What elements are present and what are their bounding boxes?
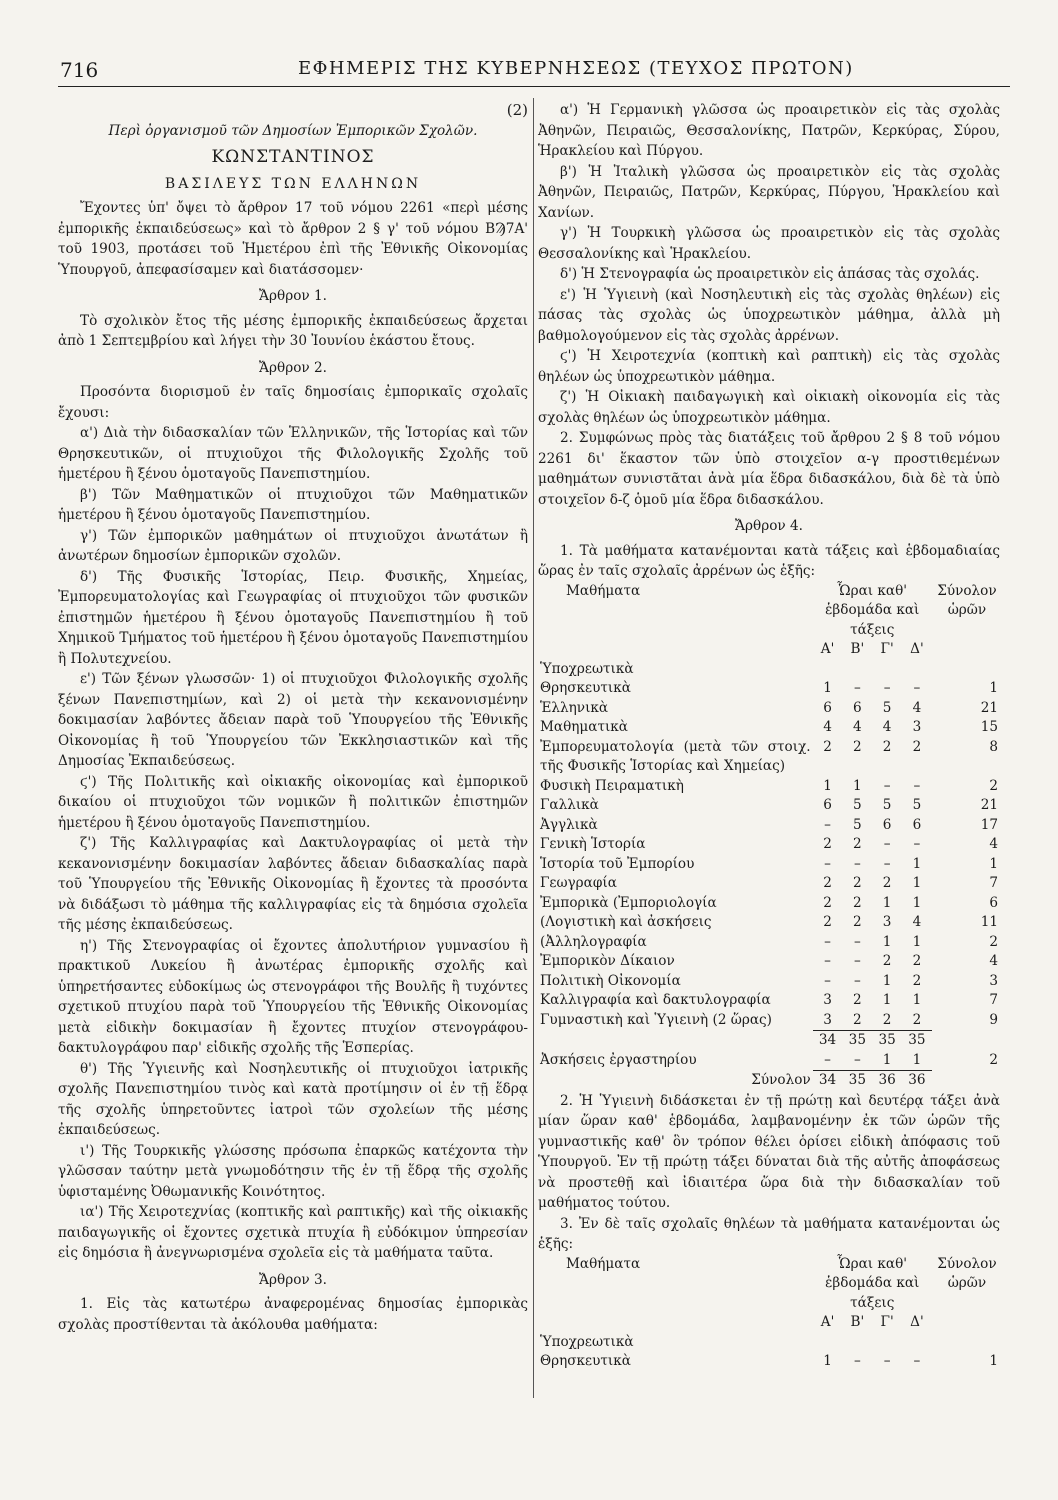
cell-class-a: 1 [823,680,832,696]
header-subjects: Μαθήματα [566,582,641,599]
row-label: Ἐμπορικὰ (Ἐμποριολογία [540,894,717,911]
cell-class-b: – [853,855,861,872]
cell-total [932,1333,1000,1353]
article-2-item: θ') Τῆς Ὑγιεινῆς καὶ Νοσηλευτικῆς οἱ πτυχιοῦχοι ἰατρικῆς σχολῆς Πανεπιστημίου τινὸς καὶ κατὰ προτίμησιν οἱ ἐν τῇ ἕδρᾳ τῆς σχολῆς ὑπηρετοῦντες ἰατροὶ τῶν σχολείων τῆς μέσης ἐκπαιδεύσεως. [58,1060,528,1138]
row-label: Ὑποχρεωτικὰ [540,1333,634,1350]
article-2-item: ι') Τῆς Τουρκικῆς γλώσσης πρόσωπα ἐπαρκῶς κατέχοντα τὴν γλῶσσαν ταύτην μετὰ γνωμοδότησιν τῆς ἐν τῇ ἕδρᾳ τῆς σχολῆς ὑφισταμένης Ὀθωμανικῆς Κοινότητος. [58,1142,528,1200]
total-value: 36 [902,1071,932,1091]
table-body [538,1333,1000,1372]
cell-class-d [902,660,932,680]
king-title: ΒΑΣΙΛΕΥΣ ΤΩΝ ΕΛΛΗΝΩΝ [164,175,422,192]
cell-class-a: – [824,855,831,872]
table-row [538,991,1000,1011]
article-2-item: α') Διὰ τὴν διδασκαλίαν τῶν Ἑλληνικῶν, τῆς Ἱστορίας καὶ τῶν Θρησκευτικῶν, οἱ πτυχιοῦχοι τῆς Φιλολογικῆς Σχολῆς τοῦ ἡμετέρου ἢ ξένου ὁμοταγοῦς Πανεπιστημίου. [58,425,528,482]
article-3-item: ϛ') Ἡ Χειροτεχνία (κοπτικὴ καὶ ραπτικὴ) εἰς τὰς σχολὰς θηλέων ὡς ὑποχρεωτικὸν μάθημα. [538,348,1000,385]
cell-class-d: 1 [912,992,922,1008]
cell-class-c: 6 [882,816,892,833]
row-label: Γενικὴ Ἱστορία [540,836,646,852]
column-divider [533,98,534,1398]
cell-total: 8 [989,738,998,755]
cell-class-b: 6 [853,699,862,716]
cell-class-a [813,1333,843,1353]
cell-class-a: 2 [823,875,832,891]
article-2-item: ζ') Τῆς Καλλιγραφίας καὶ Δακτυλογραφίας οἱ μετὰ τὴν κεκανονισμένην δοκιμασίαν λαβόντες ἄδειαν διδασκαλίας παρὰ τοῦ Ὑπουργείου τῆς Ἐθνικῆς Οἰκονομίας ἢ ἔχοντες τὰ προσόντα νὰ διδάξωσι τὸ μάθημα τῆς καλλιγραφίας εἰς τὰ δημόσια σχολεῖα τῆς μέσης ἐκπαιδεύσεως. [58,835,528,933]
cell-total: 2 [989,933,998,950]
article-2-item: ε') Τῶν ξένων γλωσσῶν· 1) οἱ πτυχιοῦχοι Φιλολογικῆς σχολῆς ξένων Πανεπιστημίων, καὶ 2) οἱ μετὰ τὴν κεκανονισμένην δοκιμασίαν λαβόντες ἄδειαν παρὰ τοῦ Ὑπουργείου τῆς Ἐθνικῆς Οἰκονομίας ἢ τοῦ Ὑπουργείου τῶν Ἐκκλησιαστικῶν καὶ τῆς Δημοσίας Ἐκπαιδεύσεως. [58,671,528,769]
row-label: Πολιτικὴ Οἰκονομία [540,972,681,989]
article-2-item: β') Τῶν Μαθηματικῶν οἱ πτυχιοῦχοι τῶν Μαθηματικῶν ἡμετέρου ἢ ξένου ὁμοταγοῦς Πανεπιστημίου. [58,486,528,523]
total-row [538,1071,1000,1091]
total-value: 35 [842,1071,872,1091]
cell-class-b: 2 [853,914,862,930]
cell-total: 7 [989,875,998,891]
cell-class-b: – [853,933,861,950]
table-row [538,1352,1000,1372]
subtotal-row [538,1031,1000,1051]
cell: 1 [912,1051,922,1068]
header-total: Σύνολον ὡρῶν [937,582,997,618]
header-total: Σύνολον ὡρῶν [937,1255,997,1291]
table-row [538,1011,1000,1031]
cell-class-b: 4 [853,719,862,735]
table-classes-row [538,1313,1000,1333]
cell-class-d: – [913,777,921,794]
row-label: Καλλιγραφία καὶ δακτυλογραφία [540,992,771,1008]
article-2-item: δ') Τῆς Φυσικῆς Ἱστορίας, Πειρ. Φυσικῆς, Χημείας, Ἐμπορευματολογίας καὶ Γεωγραφίας οἱ πτυχιοῦχοι τῶν φυσικῶν ἐπιστημῶν ἡμετέρου ἢ ξένου ὁμοταγοῦς Πανεπιστημίου ἢ τοῦ Χημικοῦ Τμήματος τοῦ ἡμετέρου ἢ ξένου ὁμοταγοῦς Πανεπιστημίου ἢ Πολυτεχνείου. [58,568,528,667]
total-value: 34 [813,1071,843,1091]
table-row [538,1333,1000,1353]
preamble: Ἔχοντες ὑπ' ὄψει τὸ ἄρθρον 17 τοῦ νόμου 2261 «περὶ μέσης ἐμπορικῆς ἐκπαιδεύσεως» καὶ τὸ ἄρθρον 2 § γ' τοῦ νόμου ΒϠ7Α' τοῦ 1903, προτάσει τοῦ Ἡμετέρου ἐπὶ τῆς Ἐθνικῆς Οἰκονομίας Ὑπουργοῦ, ἀπεφασίσαμεν καὶ διατάσσομεν· [58,200,528,278]
table-row [538,679,1000,699]
article-2-item: ϛ') Τῆς Πολιτικῆς καὶ οἰκιακῆς οἰκονομίας καὶ ἐμπορικοῦ δικαίου οἱ πτυχιοῦχοι τῶν νομικῶν ἢ πολιτικῶν ἐπιστημῶν ἡμετέρου ἢ ξένου ὁμοταγοῦς Πανεπιστημίου. [58,773,528,831]
row-label: Ὑποχρεωτικὰ [540,660,634,677]
cell-class-d: 6 [912,816,922,833]
class-label: Β' [850,641,865,657]
cell-class-c [872,660,902,680]
cell-class-d [902,1333,932,1353]
cell-class-c: 2 [882,953,892,969]
cell-class-b: – [853,680,861,696]
cell-total: 11 [980,914,998,930]
table-row [538,972,1000,992]
cell-class-d: 2 [912,1011,922,1028]
cell-class-a: 2 [823,914,832,930]
cell-class-a: 3 [823,1011,832,1028]
cell: 1 [882,1051,892,1068]
row-label: Ἐμπορικὸν Δίκαιον [540,953,675,969]
cell-class-d: – [913,836,921,852]
king-name: ΚΩΝΣΤΑΝΤΙΝΟΣ [211,147,375,167]
cell-total: 2 [989,777,998,794]
table-row [538,699,1000,719]
page-header [58,52,1010,87]
cell-class-a: 2 [823,894,832,911]
cell-class-d: 2 [912,972,922,989]
page-number: 716 [60,58,99,82]
article-2-item: γ') Τῶν ἐμπορικῶν μαθημάτων οἱ πτυχιοῦχοι ἀνωτάτων ἢ ἀνωτέρων δημοσίων ἐμπορικῶν σχολῶν. [58,527,528,564]
article-1-text: Τὸ σχολικὸν ἔτος τῆς μέσης ἐμπορικῆς ἐκπαιδεύσεως ἄρχεται ἀπὸ 1 Σεπτεμβρίου καὶ λήγει τὴν 30 Ἰουνίου ἑκάστου ἔτους. [58,312,528,349]
total-value: 36 [872,1071,902,1091]
cell-class-c: 1 [882,894,892,911]
cell-class-d: 1 [912,855,922,872]
left-column [58,100,528,1335]
class-label: Α' [820,641,835,657]
cell-class-a: 6 [823,797,832,813]
cell-class-b [842,660,872,680]
table-row [538,660,1000,680]
cell-class-c: 5 [882,699,892,716]
cell-class-b: 2 [853,894,862,911]
cell-class-b: – [853,953,861,969]
article-3-item: α') Ἡ Γερμανικὴ γλῶσσα ὡς προαιρετικὸν εἰς τὰς σχολὰς Ἀθηνῶν, Πειραιῶς, Θεσσαλονίκης, Πατρῶν, Κερκύρας, Σύρου, Ἡρακλείου καὶ Πύργου. [538,102,1000,159]
class-label: Γ' [880,641,894,657]
table-body [538,660,1000,1031]
table-row [538,894,1000,914]
row-label: Ἀσκήσεις ἐργαστηρίου [540,1051,697,1068]
cell-class-d: 1 [912,894,922,911]
cell-class-a: 3 [823,992,832,1008]
article-3-text: 1. Εἰς τὰς κατωτέρω ἀναφερομένας δημοσίας ἐμπορικὰς σχολὰς προστίθενται τὰ ἀκόλουθα μαθήματα: [58,1296,528,1333]
article-3-item: δ') Ἡ Στενογραφία ὡς προαιρετικὸν εἰς ἁπάσας τὰς σχολάς. [560,266,980,282]
article-1-title: Ἄρθρον 1. [259,288,327,304]
table-row [538,855,1000,875]
class-label: Δ' [910,1314,924,1330]
table-header-row [538,582,1000,641]
cell-class-a: – [824,933,831,950]
cell-class-b: 5 [853,797,862,813]
header-subjects: Μαθήματα [566,1255,641,1272]
table-row [538,816,1000,836]
cell-class-d: 1 [912,933,922,950]
table-row [538,835,1000,855]
class-label: Γ' [880,1314,894,1330]
cell-total [932,660,1000,680]
cell-class-b: 1 [853,777,862,794]
cell-class-b: 2 [853,875,862,891]
cell-class-d: 2 [912,738,922,755]
cell-class-a: – [824,972,831,989]
cell-class-c: 2 [882,875,892,891]
row-label: Γυμναστικὴ καὶ Ὑγιεινὴ (2 ὥρας) [540,1011,772,1028]
row-label: Ἑλληνικὰ [540,699,609,716]
cell-class-c: – [883,680,891,696]
row-label: (Ἀλληλογραφία [540,933,647,950]
cell-total: 15 [980,719,998,735]
row-label: Θρησκευτικὰ [540,680,631,696]
cell-total: 6 [989,894,998,911]
article-4-para-3: 3. Ἐν δὲ ταῖς σχολαῖς θηλέων τὰ μαθήματα κατανέμονται ὡς ἑξῆς: [538,1215,1000,1252]
subtotal-value: 35 [902,1031,932,1051]
decree-subtitle: Περὶ ὀργανισμοῦ τῶν Δημοσίων Ἐμπορικῶν Σχολῶν. [108,122,478,139]
cell-total: 21 [980,797,998,813]
cell-class-b: – [853,972,861,989]
cell-class-c: 1 [882,972,892,989]
cell-class-a: – [824,816,831,833]
cell-class-b: 2 [853,738,862,755]
cell-class-a: – [824,953,831,969]
cell-class-b: 5 [853,816,862,833]
article-4-text: 1. Τὰ μαθήματα κατανέμονται κατὰ τάξεις καὶ ἑβδομαδιαίας ὥρας ἐν ταῖς σχολαῖς ἀρρένων ὡς ἑξῆς: [538,542,1000,579]
table-row [538,952,1000,972]
article-3-item: ε') Ἡ Ὑγιεινὴ (καὶ Νοσηλευτικὴ εἰς τὰς σχολὰς θηλέων) εἰς πάσας τὰς σχολὰς ὡς ὑποχρεωτικὸν μάθημα, ἀλλὰ μὴ βαθμολογούμενον εἰς τὰς σχολὰς ἀρρένων. [538,286,1000,344]
hours-table-girls [538,1255,1000,1372]
subtotal-value: 34 [813,1031,843,1051]
cell-class-d: 2 [912,953,922,969]
cell-class-c: – [883,836,891,852]
cell-class-c: 1 [882,933,892,950]
header-hours: Ὧραι καθ' ἑβδομάδα καὶ τάξεις [825,1255,920,1311]
article-3-item: ζ') Ἡ Οἰκιακὴ παιδαγωγικὴ καὶ οἰκιακὴ οἰκονομία εἰς τὰς σχολὰς θηλέων ὡς ὑποχρεωτικὸν μάθημα. [538,389,1000,426]
row-label: Ἐμπορευματολογία (μετὰ τῶν στοιχ. τῆς Φυσικῆς Ἱστορίας καὶ Χημείας) [540,738,811,774]
row-label: (Λογιστικὴ καὶ ἀσκήσεις [540,914,712,930]
table-row [538,913,1000,933]
cell-total: 7 [989,992,998,1008]
cell-class-b: 2 [853,836,862,852]
article-2-intro: Προσόντα διορισμοῦ ἐν ταῖς δημοσίαις ἐμπορικαῖς σχολαῖς ἔχουσι: [58,384,528,421]
row-label: Ἱστορία τοῦ Ἐμπορίου [540,855,695,872]
gazette-title: ΕΦΗΜΕΡΙΣ ΤΗΣ ΚΥΒΕΡΝΗΣΕΩΣ (ΤΕΥΧΟΣ ΠΡΩΤΟΝ) [298,58,854,79]
cell-class-d: 1 [912,875,922,891]
article-3-item: γ') Ἡ Τουρκικὴ γλῶσσα ὡς προαιρετικὸν εἰς τὰς σχολὰς Θεσσαλονίκης καὶ Ἡρακλείου. [538,225,1000,262]
cell-total: 9 [989,1011,998,1028]
cell-class-a [813,660,843,680]
cell-class-c: – [883,777,891,794]
article-2-title: Ἄρθρον 2. [259,359,327,376]
cell-class-b [842,1333,872,1353]
cell-class-b: 2 [853,1011,862,1028]
decree-number: (2) [506,101,528,119]
subtotal-value: 35 [872,1031,902,1051]
cell-class-c [872,1333,902,1353]
class-label: Δ' [910,641,924,657]
cell: – [853,1051,861,1068]
hours-table-boys [538,582,1000,1091]
table-row [538,777,1000,797]
cell-total: 4 [989,953,998,969]
row-label: Γαλλικὰ [540,797,599,813]
cell-total: 4 [989,836,998,852]
table-row [538,874,1000,894]
table-classes-row [538,640,1000,660]
cell-class-a: 2 [823,836,832,852]
article-3-para-2: 2. Συμφώνως πρὸς τὰς διατάξεις τοῦ ἄρθρου 2 § 8 τοῦ νόμου 2261 δι' ἕκαστον τῶν ὑπὸ στοιχεῖον α-γ προστιθεμένων μαθημάτων συνιστᾶται ἀνὰ μία ἕδρα διδασκάλου, διὰ δὲ τὰ ὑπὸ στοιχεῖον δ-ζ ὁμοῦ μία ἕδρα διδασκάλου. [538,430,1000,508]
article-4-para-2: 2. Ἡ Ὑγιεινὴ διδάσκεται ἐν τῇ πρώτῃ καὶ δευτέρᾳ τάξει ἀνὰ μίαν ὥραν καθ' ἑβδομάδα, λαμβανομένην ἐκ τῶν ὡρῶν τῆς γυμναστικῆς καθ' ὃν τρόπον θέλει ὁρίσει εἰδικὴ ἀπόφασις τοῦ Ὑπουργοῦ. Ἐν τῇ πρώτῃ τάξει δύναται διὰ τῆς αὐτῆς ἀποφάσεως νὰ προστεθῇ καὶ ἰδιαιτέρα ὥρα διὰ τὴν διδασκαλίαν τοῦ μαθήματος τούτου. [538,1092,1000,1211]
cell-class-a: 2 [823,738,832,755]
cell-class-c: 5 [882,797,892,813]
cell-class-c: – [883,855,891,872]
cell-class-c: 2 [882,1011,892,1028]
cell-total: 2 [989,1051,998,1068]
row-label: Μαθηματικὰ [540,719,628,735]
row-label: Ἀγγλικὰ [540,816,598,833]
cell-total: 1 [989,855,998,872]
table-row [538,933,1000,953]
cell-class-d: 4 [912,914,922,930]
total-label: Σύνολον [751,1071,811,1088]
cell-class-a: 6 [823,699,832,716]
cell-class-a: 4 [823,719,832,735]
cell-total: 1 [989,680,998,696]
table-header-row [538,1255,1000,1314]
cell-class-c: 4 [882,719,892,735]
row-label: Φυσικὴ Πειραματικὴ [540,777,684,794]
cell-total: 1 [989,1353,998,1369]
cell-class-a: 1 [823,1353,832,1369]
cell-total: 3 [989,972,998,989]
cell-class-d: – [913,680,921,696]
cell-total: 21 [980,699,998,716]
class-label: Β' [850,1314,865,1330]
cell-class-d: – [913,1353,921,1369]
cell-class-c: 2 [882,738,892,755]
table-row [538,738,1000,777]
table-row [538,796,1000,816]
cell-class-c: 1 [882,992,892,1008]
cell-class-d: 3 [912,719,922,735]
subtotal-value: 35 [842,1031,872,1051]
cell-class-b: 2 [853,992,862,1008]
exercise-row [538,1051,1000,1071]
article-3-item: β') Ἡ Ἰταλικὴ γλῶσσα ὡς προαιρετικὸν εἰς τὰς σχολὰς Ἀθηνῶν, Πειραιῶς, Πατρῶν, Κερκύρας, Πύργου, Ἡρακλείου καὶ Χανίων. [538,163,1000,221]
cell-class-c: 3 [882,914,892,930]
cell-class-a: 1 [823,777,832,794]
row-label: Θρησκευτικὰ [540,1353,631,1369]
cell-class-d: 5 [912,797,922,813]
article-4-title: Ἄρθρον 4. [735,518,803,534]
header-hours: Ὧραι καθ' ἑβδομάδα καὶ τάξεις [825,582,920,638]
cell-total: 17 [980,816,998,833]
cell: – [824,1051,831,1068]
article-2-item: ια') Τῆς Χειροτεχνίας (κοπτικῆς καὶ ραπτικῆς) καὶ τῆς οἰκιακῆς παιδαγωγικῆς οἱ ἔχοντες σχετικὰ πτυχία ἢ εὐδόκιμον ὑπηρεσίαν εἰς δημόσια ἢ ἀνεγνωρισμένα σχολεῖα εἰς τὰ μαθήματα ταῦτα. [58,1204,528,1261]
row-label: Γεωγραφία [540,875,617,891]
article-2-item: η') Τῆς Στενογραφίας οἱ ἔχοντες ἀπολυτήριον γυμνασίου ἢ πρακτικοῦ Λυκείου ἢ ἀνωτέρας ἐμπορικῆς σχολῆς καὶ ὑπηρετήσαντες εὐδοκίμως ὡς στενογράφοι τῆς Βουλῆς ἢ τυχόντες σχετικοῦ πτυχίου παρὰ τοῦ Ὑπουργείου τῆς Ἐθνικῆς Οἰκονομίας μετὰ εἰδικὴν δοκιμασίαν ἢ ἔχοντες πτυχίον στενογράφου-δακτυλογράφου παρ' εἰδικῆς σχολῆς τῆς Ἑσπερίας. [58,937,528,1056]
cell-class-c: – [883,1353,891,1369]
article-3-title: Ἄρθρον 3. [259,1271,327,1288]
cell-class-d: 4 [912,699,922,716]
table-row [538,718,1000,738]
right-column [538,100,1000,1372]
class-label: Α' [820,1314,835,1330]
cell-class-b: – [853,1353,861,1369]
